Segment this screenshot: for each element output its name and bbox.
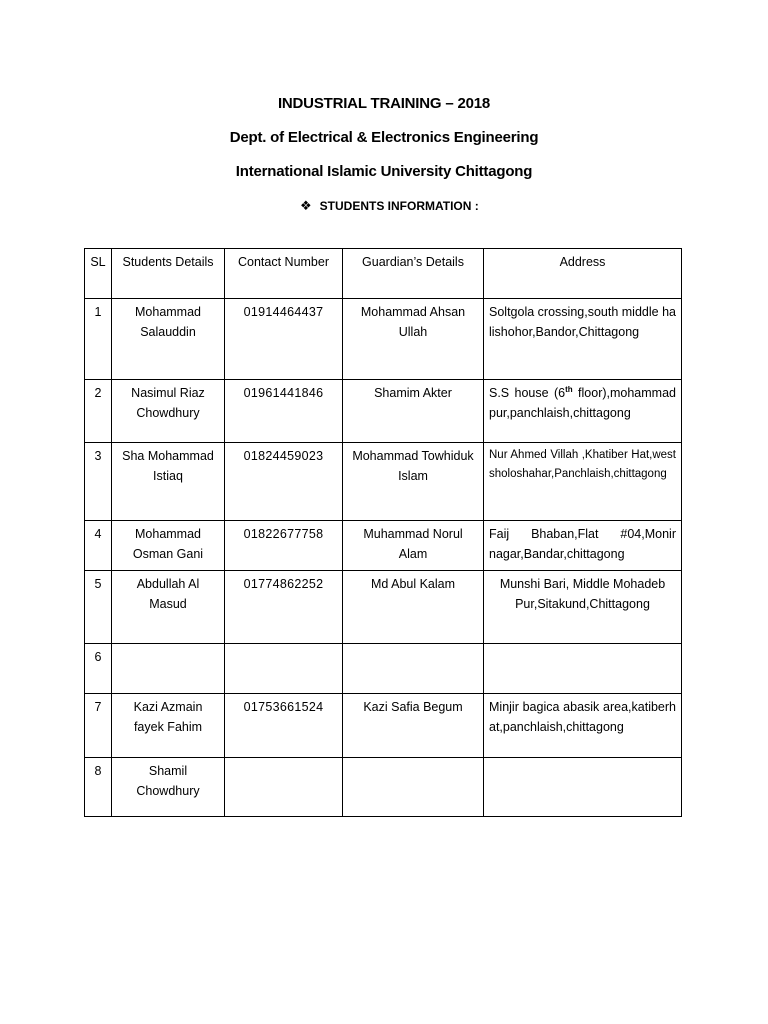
students-table bbox=[84, 248, 682, 817]
cell-contact bbox=[225, 758, 343, 817]
table-row bbox=[85, 299, 682, 380]
cell-address bbox=[484, 758, 682, 817]
cell-contact: 01824459023 bbox=[225, 443, 343, 521]
table-row bbox=[85, 521, 682, 571]
column-header-students-details: Students Details bbox=[112, 249, 225, 299]
section-label-text: STUDENTS INFORMATION : bbox=[319, 199, 479, 213]
cell-guardian: Kazi Safia Begum bbox=[343, 694, 484, 758]
cell-student: Nasimul Riaz Chowdhury bbox=[112, 380, 225, 443]
address-superscript: th bbox=[565, 384, 573, 394]
cell-guardian bbox=[343, 758, 484, 817]
column-header-guardians-details: Guardian’s Details bbox=[343, 249, 484, 299]
address-text-post: floor),mohammadpur,panchlaish,chittagong bbox=[489, 386, 676, 420]
table-row bbox=[85, 644, 682, 694]
cell-sl: 7 bbox=[85, 694, 112, 758]
cell-guardian: Md Abul Kalam bbox=[343, 571, 484, 644]
table-row bbox=[85, 758, 682, 817]
cell-guardian: Muhammad Norul Alam bbox=[343, 521, 484, 571]
cell-address: Munshi Bari, Middle Mohadeb Pur,Sitakund,Chittagong bbox=[484, 571, 682, 644]
cell-address bbox=[484, 380, 682, 443]
cell-contact: 01753661524 bbox=[225, 694, 343, 758]
table-row bbox=[85, 443, 682, 521]
department-heading: Dept. of Electrical & Electronics Engineering bbox=[229, 129, 539, 146]
cell-student: Mohammad Salauddin bbox=[112, 299, 225, 380]
cell-guardian: Shamim Akter bbox=[343, 380, 484, 443]
section-label bbox=[300, 198, 479, 214]
cell-student: Sha Mohammad Istiaq bbox=[112, 443, 225, 521]
university-heading: International Islamic University Chittagong bbox=[235, 163, 533, 180]
cell-student: Kazi Azmain fayek Fahim bbox=[112, 694, 225, 758]
column-header-sl: SL bbox=[85, 249, 112, 299]
table-row bbox=[85, 694, 682, 758]
cell-student bbox=[112, 644, 225, 694]
cell-contact: 01914464437 bbox=[225, 299, 343, 380]
address-text-pre: S.S house (6 bbox=[489, 386, 566, 400]
cell-contact: 01961441846 bbox=[225, 380, 343, 443]
cell-contact: 01822677758 bbox=[225, 521, 343, 571]
column-header-contact-number: Contact Number bbox=[225, 249, 343, 299]
cell-sl: 3 bbox=[85, 443, 112, 521]
table-header-row bbox=[85, 249, 682, 299]
cell-address bbox=[484, 644, 682, 694]
column-header-address: Address bbox=[484, 249, 682, 299]
table-row bbox=[85, 380, 682, 443]
cell-address: Minjir bagica abasik area,katiberhat,panchlaish,chittagong bbox=[484, 694, 682, 758]
cell-address: Soltgola crossing,south middle halishohor,Bandor,Chittagong bbox=[484, 299, 682, 380]
cell-sl: 5 bbox=[85, 571, 112, 644]
cell-guardian bbox=[343, 644, 484, 694]
cell-student: Shamil Chowdhury bbox=[112, 758, 225, 817]
cell-student: Abdullah Al Masud bbox=[112, 571, 225, 644]
cell-address: Faij Bhaban,Flat #04,Monir nagar,Bandar,chittagong bbox=[484, 521, 682, 571]
cell-guardian: Mohammad Towhiduk Islam bbox=[343, 443, 484, 521]
table-row bbox=[85, 571, 682, 644]
cell-sl: 4 bbox=[85, 521, 112, 571]
cell-contact bbox=[225, 644, 343, 694]
cell-contact: 01774862252 bbox=[225, 571, 343, 644]
cell-sl: 6 bbox=[85, 644, 112, 694]
cell-sl: 8 bbox=[85, 758, 112, 817]
cell-sl: 2 bbox=[85, 380, 112, 443]
cell-address: Nur Ahmed Villah ,Khatiber Hat,west sholoshahar,Panchlaish,chittagong bbox=[484, 443, 682, 521]
cell-sl: 1 bbox=[85, 299, 112, 380]
cell-student: Mohammad Osman Gani bbox=[112, 521, 225, 571]
cell-guardian: Mohammad Ahsan Ullah bbox=[343, 299, 484, 380]
document-title: INDUSTRIAL TRAINING – 2018 bbox=[277, 95, 491, 112]
diamond-bullet-icon: ❖ bbox=[300, 198, 312, 213]
